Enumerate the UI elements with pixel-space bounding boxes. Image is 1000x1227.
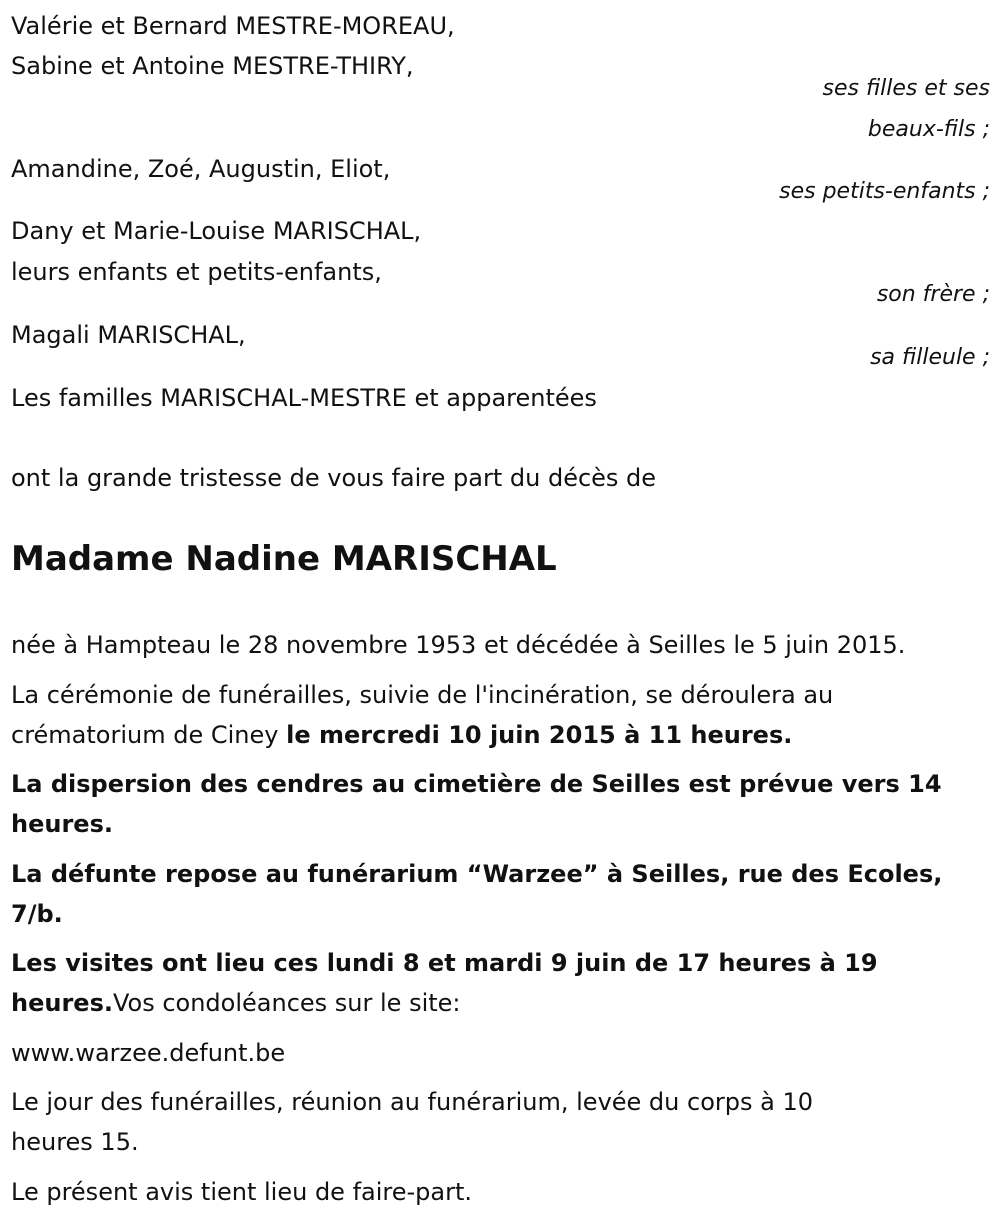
birth-death: née à Hampteau le 28 novembre 1953 et décédée à Seilles le 5 juin 2015. — [11, 631, 906, 659]
website-link[interactable]: www.warzee.defunt.be — [11, 1039, 286, 1067]
family-line-6: Magali MARISCHAL, — [11, 321, 246, 349]
family-line-7: Les familles MARISCHAL-MESTRE et apparentées — [11, 384, 597, 412]
dispersion-line-1: La dispersion des cendres au cimetière de Seilles est prévue vers 14 — [11, 770, 942, 798]
visits-line-1: Les visites ont lieu ces lundi 8 et mardi 9 juin de 17 heures à 19 — [11, 949, 878, 977]
repose-line-2: 7/b. — [11, 900, 63, 928]
dispersion-line-2: heures. — [11, 810, 113, 838]
family-role-1a: ses filles et ses — [822, 76, 990, 101]
family-line-1: Valérie et Bernard MESTRE-MOREAU, — [11, 12, 455, 40]
family-line-5: leurs enfants et petits-enfants, — [11, 258, 382, 286]
family-line-4: Dany et Marie-Louise MARISCHAL, — [11, 217, 422, 245]
family-role-3: son frère ; — [876, 282, 990, 307]
closing-note: Le présent avis tient lieu de faire-part. — [11, 1178, 473, 1206]
family-role-1b: beaux-fils ; — [867, 117, 990, 142]
visits-line-2 — [11, 983, 461, 1023]
deceased-name: Madame Nadine MARISCHAL — [11, 539, 557, 579]
family-line-2: Sabine et Antoine MESTRE-THIRY, — [11, 52, 414, 80]
ceremony-place: crématorium de Ciney — [11, 721, 287, 749]
family-role-2: ses petits-enfants ; — [779, 179, 990, 204]
ceremony-date: le mercredi 10 juin 2015 à 11 heures. — [286, 721, 793, 749]
visits-end: heures. — [11, 989, 113, 1017]
ceremony-line-1: La cérémonie de funérailles, suivie de l'incinération, se déroulera au — [11, 681, 834, 709]
funeral-day-line-1: Le jour des funérailles, réunion au funérarium, levée du corps à 10 — [11, 1088, 813, 1116]
ceremony-line-2 — [11, 715, 792, 755]
funeral-day-line-2: heures 15. — [11, 1128, 139, 1156]
family-line-3: Amandine, Zoé, Augustin, Eliot, — [11, 155, 391, 183]
repose-line-1: La défunte repose au funérarium “Warzee” à Seilles, rue des Ecoles, — [11, 860, 943, 888]
condolences-text: Vos condoléances sur le site: — [112, 989, 461, 1017]
announcement: ont la grande tristesse de vous faire part du décès de — [11, 464, 657, 492]
family-role-4: sa filleule ; — [870, 345, 990, 370]
